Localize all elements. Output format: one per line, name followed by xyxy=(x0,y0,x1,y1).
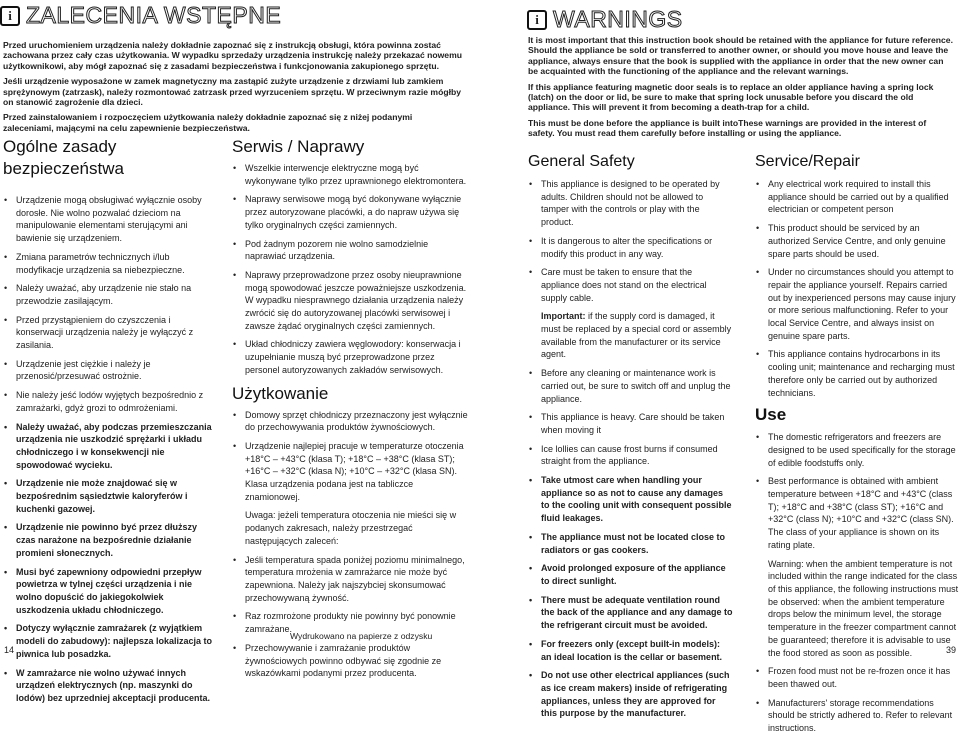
list-item: • The domestic refrigerators and freezers are designed to be used specifically for the storage of edible foodstuffs only. xyxy=(755,431,960,469)
section-heading: Use xyxy=(755,405,787,425)
list-item: • Dotyczy wyłącznie zamrażarek (z wyjątkiem modeli do zabudowy): najlepsza lokalizacja to piwnica lub posadzka. xyxy=(3,622,215,660)
list-item: • Urządzenie nie powinno być przez dłuższy czas narażone na bezpośrednie działanie promieni słonecznych. xyxy=(3,521,215,559)
list-item: • Zmiana parametrów technicznych i/lub modyfikacje urządzenia sa niebezpieczne. xyxy=(3,251,215,276)
list-item-text: if the supply cord is damaged, it must be replaced by a special cord or assembly available from the manufacturer or its service agent. xyxy=(541,311,732,360)
list-item: • Urządzenie nie może znajdować się w bezpośrednim sąsiedztwie kaloryferów i kuchenki gazowej. xyxy=(3,477,215,515)
list-item: • Urządzenie mogą obsługiwać wyłącznie osoby dorosłe. Nie wolno pozwalać dzieciom na manipulowanie elementami sterującymi ani bawienie się urządzeniem. xyxy=(3,194,215,245)
list-item: • Best performance is obtained with ambient temperature between +18°C and +43°C (class T); +18°C and +38°C (class ST); +16°C and +32°C (class N); +10°C and +32°C (class SN). The class of your appliance is shown on its rating plate. xyxy=(755,475,960,551)
list-item: • Any electrical work required to install this appliance should be carried out by a qualified electrician or competent person xyxy=(755,178,960,216)
list-item: • Pod żadnym pozorem nie wolno samodzielnie naprawiać urządzenia. xyxy=(232,238,468,263)
intro-paragraph: It is most important that this instruction book should be retained with the appliance for future reference. Should the appliance be sold or transferred to another owner, or should you move house and leave the appliance, always ensure that the book is supplied with the appliance in order that the new owner can be acquainted with the functioning of the appliance and the relevant warnings. xyxy=(528,35,953,77)
list-item: • Frozen food must not be re-frozen once it has been thawed out. xyxy=(755,665,960,690)
list-item: • Układ chłodniczy zawiera węglowodory: konserwacja i uzupełnianie muszą być przeprowadzone przez personel autoryzowanych zakładów serwisowych. xyxy=(232,338,468,376)
list-item: • Przechowywanie i zamrażanie produktów żywnościowych powinno odbywać się zgodnie ze wskazówkami podanymi przez producenta. xyxy=(232,642,468,680)
list-item: • Należy uważać, aby podczas przemieszczania urządzenia nie uszkodzić sprężarki i układu chłodniczego i w konsekwencji nie spowodować wycieku. xyxy=(3,421,215,472)
list-item: Warning: when the ambient temperature is not included within the range indicated for the class of this appliance, the following instructions must be observed: when the ambient temperature drops below the minimum level, the storage temperature in the freezer compartment cannot be guaranteed; therefore it is advisable to use the food stored as soon as possible. xyxy=(768,558,959,658)
page-title: ZALECENIA WSTĘPNE xyxy=(26,2,282,28)
list-item: • There must be adequate ventilation round the back of the appliance and any damage to the refrigerant circuit must be avoided. xyxy=(528,594,733,632)
bullet-list xyxy=(755,431,960,734)
list-item: • Avoid prolonged exposure of the appliance to direct sunlight. xyxy=(528,562,733,587)
bullet-list xyxy=(3,194,215,705)
list-item: • Before any cleaning or maintenance work is carried out, be sure to switch off and unplug the appliance. xyxy=(528,367,733,405)
intro-paragraph: Jeśli urządzenie wyposażone w zamek magnetyczny ma zastąpić zużyte urządzenie z drzwiami lub zamkiem sprężynowym (zatrzask), należy rozmontować zatrzask przed wyrzuceniem sprzętu. W przeciwnym razie mógłby on stanowić zagrożenie dla dzieci. xyxy=(3,76,461,108)
list-item xyxy=(528,310,733,361)
list-item: • Care must be taken to ensure that the appliance does not stand on the electrical supply cable. xyxy=(528,266,733,304)
section-heading: Użytkowanie xyxy=(232,383,329,403)
page-right xyxy=(527,0,960,734)
section-heading xyxy=(3,136,215,180)
intro-text xyxy=(3,40,465,138)
list-item: • Wszelkie interwencje elektryczne mogą być wykonywane tylko przez uprawnionego elektromontera. xyxy=(232,162,468,187)
info-icon: i xyxy=(0,6,20,26)
intro-paragraph: This must be done before the appliance is built intoThese warnings are provided in the interest of safety. You must read them carefully before installing or using the appliance. xyxy=(528,117,927,139)
page-number: 14 xyxy=(4,645,15,655)
list-item: • Domowy sprzęt chłodniczy przeznaczony jest wyłącznie do przechowywania produktów żywnościowych. xyxy=(232,409,468,434)
list-item: • Jeśli temperatura spada poniżej poziomu minimalnego, temperatura mrożenia w zamrażarce nie może być zapewniona. Należy jak najszybciej skonsumować przechowywaną żywność. xyxy=(232,554,468,605)
list-item: • This appliance is heavy. Care should be taken when moving it xyxy=(528,411,733,436)
header-right xyxy=(527,6,683,33)
info-icon: i xyxy=(527,10,547,30)
list-item: • Naprawy serwisowe mogą być dokonywane wyłącznie przez autoryzowane placówki, a do napraw używa się tylko oryginalnych części zamiennych. xyxy=(232,193,468,231)
intro-text xyxy=(528,35,954,144)
intro-paragraph: Przed uruchomieniem urządzenia należy dokładnie zapoznać się z instrukcją obsługi, która powinna zostać zachowana przez cały czas użytkowania. W wypadku sprzedaży urządzenia instrukcję należy przekazać nowemu użytkownikowi, aby mógł zapoznać się z zasadami bezpieczeństwa i funkcjonowania zakupionego sprzętu. xyxy=(3,40,462,71)
footer-note: Wydrukowano na papierze z odzysku xyxy=(290,631,433,641)
list-item: • Przed przystąpieniem do czyszczenia i konserwacji urządzenia należy je wyłączyć z zasilania. xyxy=(3,314,215,352)
list-item: • Ice lollies can cause frost burns if consumed straight from the appliance. xyxy=(528,443,733,468)
list-item: • Nie należy jeść lodów wyjętych bezpośrednio z zamrażarki, gdyż grozi to odmrożeniami. xyxy=(3,389,215,414)
list-item: • This product should be serviced by an authorized Service Centre, and only genuine spare parts should be used. xyxy=(755,222,960,260)
bullet-list xyxy=(755,178,960,399)
general-safety-column xyxy=(528,152,733,726)
list-item: • Urządzenie jest ciężkie i należy je przenosić/przesuwać ostrożnie. xyxy=(3,358,215,383)
safety-column xyxy=(3,136,215,711)
intro-paragraph: If this appliance featuring magnetic door seals is to replace an older appliance having a spring lock (latch) on the door or lid, be sure to make that spring lock unusable before you discard the old appliance. This will prevent it from becoming a death-trap for a child. xyxy=(528,81,934,113)
list-item: • Raz rozmrożone produkty nie powinny być ponownie zamrażane. xyxy=(232,610,468,635)
page-number: 39 xyxy=(945,645,956,655)
service-repair-column xyxy=(755,152,960,741)
important-label: Important: xyxy=(541,311,586,322)
list-item: • Musi być zapewniony odpowiedni przepływ powietrza w tylnej części urządzenia i nie wolno dopuścić do jakiegokolwiek uszkodzenia układu chłodniczego. xyxy=(3,566,215,617)
bullet-list xyxy=(528,178,733,720)
list-item: • Do not use other electrical appliances (such as ice cream makers) inside of refrigerating appliances, unless they are approved for this purpose by the manufacturer. xyxy=(528,669,733,720)
list-item: • Należy uważać, aby urządzenie nie stało na przewodzie zasilającym. xyxy=(3,282,215,307)
heading-line: bezpieczeństwa xyxy=(3,159,124,178)
intro-paragraph: Przed zainstalowaniem i rozpoczęciem użytkowania należy dokładnie zapoznać się z niżej podanymi zaleceniami, mającymi na celu zapewnienie bezpieczeństwa. xyxy=(3,112,413,133)
service-column xyxy=(232,136,468,686)
list-item: Uwaga: jeżeli temperatura otoczenia nie mieści się w podanych zakresach, należy przestrzegać następujących zaleceń: xyxy=(245,510,457,546)
heading-line: Ogólne zasady xyxy=(3,137,117,156)
list-item: • It is dangerous to alter the specifications or modify this product in any way. xyxy=(528,235,733,260)
list-item: • Under no circumstances should you attempt to repair the appliance yourself. Repairs carried out by inexperienced persons may cause injury or more serious malfunctioning. Refer to your local Service Centre, and always insist on genuine spare parts. xyxy=(755,266,960,342)
section-heading: General Safety xyxy=(528,153,635,170)
page-title: WARNINGS xyxy=(553,6,683,32)
list-item: • Naprawy przeprowadzone przez osoby nieuprawnione mogą spowodować jeszcze poważniejsze uszkodzenia. W wypadku niesprawnego działania urządzenia należy zwrócić się do autoryzowanej placówki serwisowej i zawsze żądać oryginalnych części zamiennych. xyxy=(232,269,468,333)
list-item: • The appliance must not be located close to radiators or gas cookers. xyxy=(528,531,733,556)
page-left xyxy=(0,0,470,703)
bullet-list xyxy=(232,162,468,377)
section-heading: Service/Repair xyxy=(755,153,860,170)
list-item: • This appliance contains hydrocarbons in its cooling unit; maintenance and recharging must therefore only be carried out by authorized technicians. xyxy=(755,348,960,399)
list-item: • W zamrażarce nie wolno używać innych urządzeń elektrycznych (np. maszynki do lodów) bez uprzedniej akceptacji producenta. xyxy=(3,667,215,705)
section-heading: Serwis / Naprawy xyxy=(232,137,365,156)
list-item: • Urządzenie najlepiej pracuje w temperaturze otoczenia +18°C – +43°C (klasa T); +18°C – +38°C (klasa ST); +16°C – +32°C (klasa N); +10°C – +32°C (klasa SN). Klasa urządzenia podana jest na tabliczce znamionowej. xyxy=(232,440,468,504)
list-item: • Manufacturers' storage recommendations should be strictly adhered to. Refer to relevant instructions. xyxy=(755,697,960,735)
list-item: • For freezers only (except built-in models): an ideal location is the cellar or basement. xyxy=(528,638,733,663)
list-item: • Take utmost care when handling your appliance so as not to cause any damages to the cooling unit with consequent possible fluid leakages. xyxy=(528,474,733,525)
header-left xyxy=(0,2,281,29)
list-item: • This appliance is designed to be operated by adults. Children should not be allowed to tamper with the controls or play with the product. xyxy=(528,178,733,229)
